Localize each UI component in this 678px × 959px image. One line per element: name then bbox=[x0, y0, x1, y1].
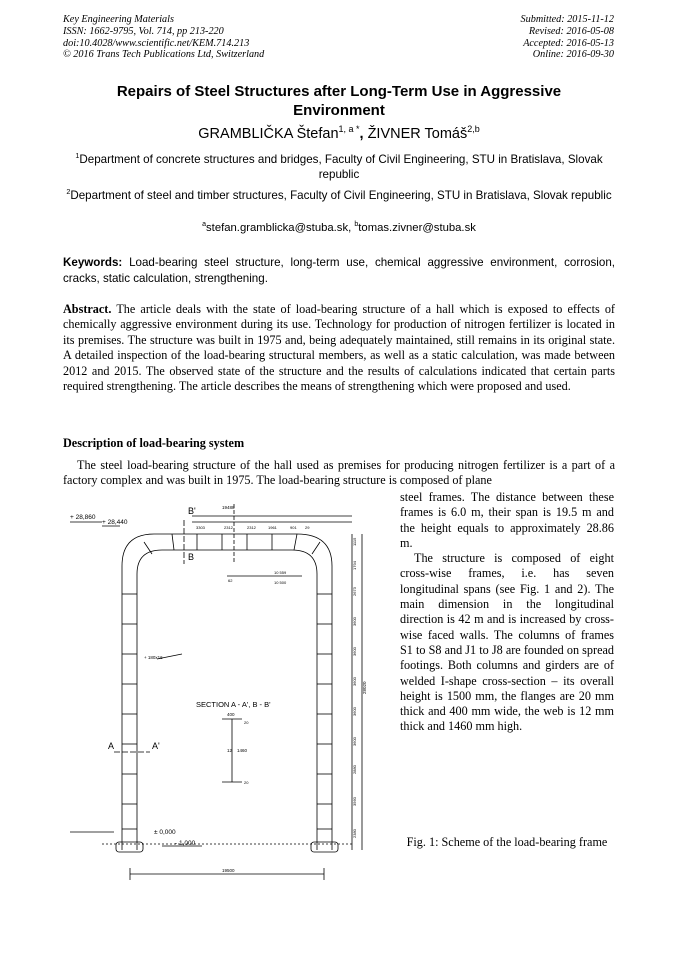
top-dim-total: 19488 bbox=[222, 505, 235, 510]
vertical-dim: 2673 bbox=[352, 587, 357, 596]
section-flange-top: 20 bbox=[244, 720, 249, 725]
affiliation-2 bbox=[63, 184, 615, 203]
title-line-1: Repairs of Steel Structures after Long-Term Use in Aggressive bbox=[116, 83, 562, 100]
vertical-dim: 3600 bbox=[352, 707, 357, 716]
email-superscript: a bbox=[202, 221, 207, 228]
top-dim: 2312 bbox=[247, 525, 256, 530]
right-footing bbox=[311, 842, 338, 852]
vertical-dim: 1115 bbox=[352, 537, 357, 546]
abstract bbox=[63, 302, 615, 394]
vertical-dim: 1794 bbox=[352, 561, 357, 570]
journal-doi: doi:10.4028/www.scientific.net/KEM.714.213 bbox=[63, 37, 250, 49]
body-text-right-column bbox=[400, 490, 614, 735]
left-column-outer bbox=[122, 534, 154, 850]
author-superscript: 1, a * bbox=[338, 124, 360, 134]
affiliation-1 bbox=[63, 148, 615, 182]
level-eave: + 28,440 bbox=[102, 519, 128, 526]
girder-stiffeners bbox=[144, 534, 320, 554]
email-superscript: b bbox=[354, 221, 359, 228]
keywords-text: Load-bearing steel structure, long-term use, chemical aggressive environment, corrosion, cracks, static calculation, strengthening. bbox=[63, 256, 615, 285]
section-height: 1460 bbox=[237, 748, 248, 753]
inner-dim: 10 500 bbox=[274, 580, 287, 585]
plate-label: + 180x16 bbox=[144, 655, 163, 660]
affiliation-superscript: 2 bbox=[66, 187, 71, 196]
keywords-label: Keywords: bbox=[63, 256, 123, 269]
date-submitted: Submitted: 2015-11-12 bbox=[520, 14, 614, 25]
level-zero: ± 0,000 bbox=[154, 829, 176, 836]
date-accepted: Accepted: 2016-05-13 bbox=[523, 37, 614, 49]
top-dim: 1961 bbox=[268, 525, 277, 530]
date-online: Online: 2016-09-30 bbox=[532, 49, 614, 61]
section-flange-bottom: 20 bbox=[244, 780, 249, 785]
keywords bbox=[63, 255, 615, 286]
inner-dim: 10 559 bbox=[274, 570, 287, 575]
mark-a: A bbox=[108, 741, 115, 751]
author-name: GRAMBLIČKA Štefan bbox=[198, 125, 339, 142]
vertical-dim: 3600 bbox=[352, 617, 357, 626]
body-paragraph: The structure is composed of eight cross-wise frames, i.e. has seven longitudinal spans (see Fig. 1 and 2). The main dimension in the longitudinal direction is 42 m and is increased by cross-wise faced walls. The columns of frames S1 to S8 and J1 to J8 are founded on spread footings. Both columns and girders are of welded I-shape cross-section – its overall height is 1500 mm, the flanges are 20 mm thick and 400 mm wide, the web is 12 mm thick and 1460 mm high. bbox=[400, 551, 614, 734]
author-separator: , bbox=[359, 125, 368, 142]
paper-title bbox=[90, 82, 588, 120]
overall-height: 28020 bbox=[362, 681, 367, 694]
abstract-label: Abstract. bbox=[63, 302, 112, 316]
figure-caption: Fig. 1: Scheme of the load-bearing frame bbox=[406, 835, 608, 849]
left-footing bbox=[116, 842, 143, 852]
vertical-dim: 3600 bbox=[352, 677, 357, 686]
email-separator: , bbox=[348, 221, 355, 234]
journal-info bbox=[63, 14, 264, 61]
top-dim: 3303 bbox=[196, 525, 205, 530]
level-footing: - 1,000 bbox=[175, 840, 196, 847]
mark-b: B bbox=[188, 552, 195, 562]
abstract-text: The article deals with the state of load-bearing structure of a hall which is exposed to effects of chemically aggressive environment during its use. Technology for production of nitrogen fertilizer is located in its premises. The structure was built in 1975 and, being adequately maintained, still remains in its original state. A detailed inspection of the load-bearing structural members, as well as a static calculation, was made between 2012 and 2015. The observed state of the structure and the results of calculations indicated that certain parts required strengthening. The article describes the means of strengthening which were proposed and used. bbox=[63, 302, 615, 394]
author-list bbox=[60, 124, 618, 142]
journal-copyright: © 2016 Trans Tech Publications Ltd, Switzerland bbox=[63, 49, 265, 61]
body-paragraph: The steel load-bearing structure of the hall used as premises for producing nitrogen fertilizer is a part of a factory complex and was built in 1975. The load-bearing structure is composed of plane bbox=[63, 458, 615, 488]
affiliation-text: Department of steel and timber structures, Faculty of Civil Engineering, STU in Bratislava, Slovak republic bbox=[70, 188, 612, 202]
girder-inner bbox=[162, 550, 317, 574]
vertical-dim: 2880 bbox=[352, 765, 357, 774]
section-heading: Description of load-bearing system bbox=[63, 436, 245, 450]
vertical-dim: 2380 bbox=[352, 829, 357, 838]
mark-a-prime: A' bbox=[152, 741, 160, 751]
section-width: 400 bbox=[227, 712, 235, 717]
affiliation-text: Department of concrete structures and bridges, Faculty of Civil Engineering, STU in Bratislava, Slovak republic bbox=[79, 152, 603, 181]
level-top: + 28,860 bbox=[70, 514, 96, 521]
author-emails bbox=[63, 221, 615, 234]
vertical-dim: 3600 bbox=[352, 737, 357, 746]
section-web: 12 bbox=[227, 748, 233, 753]
mark-b-prime: B' bbox=[188, 506, 196, 516]
left-level-small: 62 bbox=[228, 578, 233, 583]
date-revised: Revised: 2016-05-08 bbox=[528, 25, 614, 37]
title-line-2: Environment bbox=[293, 102, 385, 119]
vertical-dim: 3560 bbox=[352, 797, 357, 806]
affiliation-superscript: 1 bbox=[75, 151, 80, 160]
body-paragraph: steel frames. The distance between these frames is 6.0 m, their span is 19.5 m and the height equals to approximately 28.86 m. bbox=[400, 490, 614, 550]
email-link[interactable]: stefan.gramblicka@stuba.sk bbox=[206, 221, 349, 234]
section-label: SECTION A - A', B - B' bbox=[196, 700, 271, 709]
author-superscript: 2,b bbox=[467, 124, 480, 134]
top-dim: 29 bbox=[305, 525, 310, 530]
email-link[interactable]: tomas.zivner@stuba.sk bbox=[358, 221, 476, 234]
author-name: ŽIVNER Tomáš bbox=[367, 125, 468, 142]
left-column-inner bbox=[137, 550, 162, 850]
frame-scheme-figure bbox=[62, 494, 392, 884]
submission-dates bbox=[521, 14, 614, 61]
right-column-stiffeners bbox=[317, 594, 332, 829]
vertical-dim: 3600 bbox=[352, 647, 357, 656]
journal-name: Key Engineering Materials bbox=[63, 14, 174, 25]
left-column-stiffeners bbox=[122, 594, 137, 829]
top-dim: 2312 bbox=[224, 525, 233, 530]
span-dim: 19500 bbox=[222, 868, 235, 873]
top-dim: 901 bbox=[290, 525, 297, 530]
frame-drawing bbox=[62, 494, 392, 884]
journal-issn: ISSN: 1662-9795, Vol. 714, pp 213-220 bbox=[63, 25, 224, 37]
